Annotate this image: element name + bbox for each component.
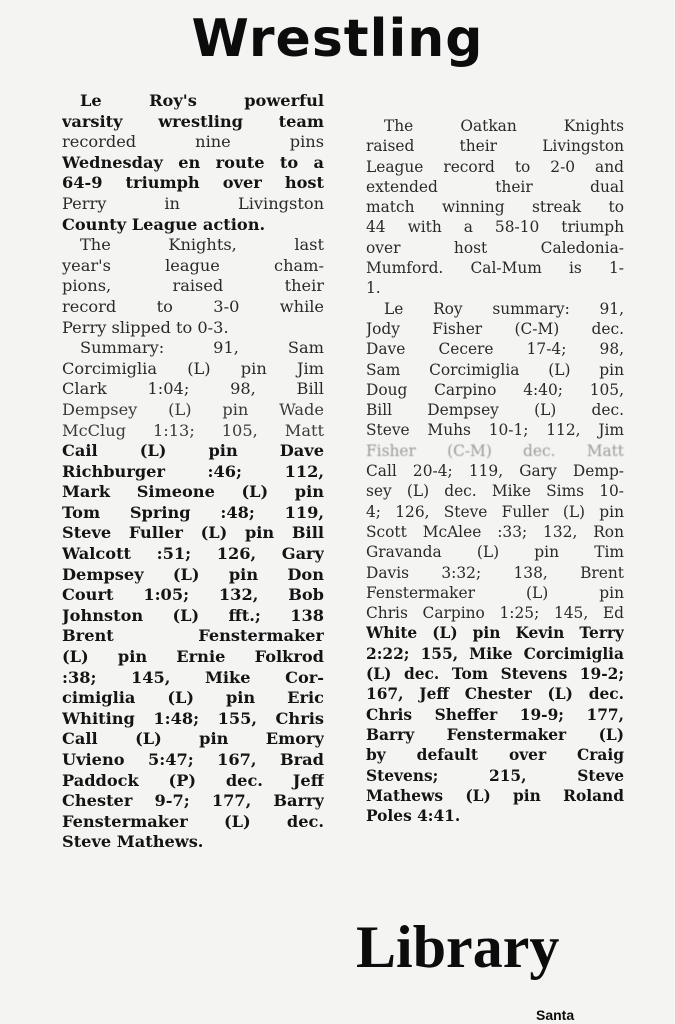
paragraph: [62, 338, 324, 853]
text-line: Fisher (C-M) dec. Matt: [366, 441, 624, 460]
text-line: 64-9 triumph over host: [62, 173, 324, 193]
text-line: :38; 145, Mike Cor-: [62, 667, 324, 687]
text-line: The Knights, last: [80, 235, 324, 255]
text-line: Davis 3:32; 138, Brent: [366, 563, 624, 582]
text-line: Chester 9-7; 177, Barry: [62, 791, 324, 811]
text-line: Court 1:05; 132, Bob: [62, 585, 324, 605]
text-line: Mumford. Cal-Mum is 1-: [366, 259, 624, 278]
text-line: Uvieno 5:47; 167, Brad: [62, 750, 324, 769]
text-line: record to 3-0 while: [62, 296, 324, 316]
text-line: Brent Fenstermaker: [62, 626, 324, 646]
text-line: Perry in Livingston: [62, 193, 324, 213]
text-line: 4; 126, Steve Fuller (L) pin: [366, 502, 624, 521]
text-line: year's league cham-: [62, 255, 324, 275]
text-line: by default over Craig: [366, 746, 624, 765]
text-line: Walcott :51; 126, Gary: [62, 544, 324, 564]
text-line: Stevens; 215, Steve: [366, 766, 624, 785]
text-line: match winning streak to: [366, 198, 624, 217]
text-line: 1.: [366, 279, 381, 298]
text-line: Fenstermaker (L) pin: [366, 583, 624, 602]
paragraph: [62, 235, 324, 338]
text-line: Clark 1:04; 98, Bill: [62, 379, 324, 399]
text-line: recorded nine pins: [62, 132, 324, 152]
text-line: Johnston (L) fft.; 138: [62, 605, 324, 625]
text-line: Call 20-4; 119, Gary Demp-: [366, 462, 624, 481]
text-line: Tom Spring :48; 119,: [62, 502, 324, 522]
text-line: Jody Fisher (C-M) dec.: [366, 319, 624, 338]
text-line: Cail (L) pin Dave: [62, 441, 324, 461]
text-line: pions, raised their: [62, 276, 324, 296]
article-headline: Wrestling: [191, 9, 484, 69]
text-line: Dempsey (L) pin Don: [62, 564, 324, 584]
text-line: County League action.: [62, 214, 266, 234]
text-line: Steve Muhs 10-1; 112, Jim: [366, 421, 624, 440]
text-line: 167, Jeff Chester (L) dec.: [366, 685, 624, 704]
text-line: Chris Carpino 1:25; 145, Ed: [366, 604, 624, 623]
text-line: Mark Simeone (L) pin: [62, 482, 324, 502]
text-line: Barry Fenstermaker (L): [366, 725, 624, 744]
left-column: [62, 91, 324, 853]
text-line: cimiglia (L) pin Eric: [62, 688, 324, 708]
text-line: Wednesday en route to a: [62, 152, 324, 172]
text-line: Whiting 1:48; 155, Chris: [62, 708, 324, 728]
next-article-headline: Library: [356, 914, 560, 980]
paragraph: [366, 116, 624, 299]
text-line: raised their Livingston: [366, 137, 624, 156]
text-line: Call (L) pin Emory: [62, 729, 324, 749]
paragraph: [366, 299, 624, 827]
text-line: Summary: 91, Sam: [80, 338, 324, 358]
text-line: Poles 4:41.: [366, 807, 461, 826]
text-line: Chris Sheffer 19-9; 177,: [366, 705, 624, 724]
next-article-byline: Santa: [536, 1007, 575, 1023]
text-line: Dempsey (L) pin Wade: [62, 399, 324, 419]
text-line: Le Roy summary: 91,: [384, 299, 624, 318]
text-line: Perry slipped to 0-3.: [62, 317, 229, 337]
right-column: [366, 116, 624, 826]
text-line: Sam Corcimiglia (L) pin: [366, 360, 624, 379]
text-line: Bill Dempsey (L) dec.: [366, 401, 624, 420]
text-line: Mathews (L) pin Roland: [366, 786, 624, 805]
text-line: (L) pin Ernie Folkrod: [62, 647, 324, 667]
text-line: McClug 1:13; 105, Matt: [62, 420, 324, 440]
text-line: extended their dual: [366, 177, 624, 196]
text-line: Gravanda (L) pin Tim: [366, 543, 624, 562]
text-line: sey (L) dec. Mike Sims 10-: [366, 482, 624, 501]
text-line: over host Caledonia-: [366, 238, 624, 257]
text-line: varsity wrestling team: [62, 111, 324, 131]
text-line: 44 with a 58-10 triumph: [366, 218, 624, 237]
text-line: The Oatkan Knights: [384, 117, 624, 135]
text-line: White (L) pin Kevin Terry: [366, 624, 624, 643]
text-line: League record to 2-0 and: [366, 157, 624, 176]
text-line: Corcimiglia (L) pin Jim: [62, 358, 324, 378]
text-line: Steve Fuller (L) pin Bill: [62, 523, 324, 543]
text-line: Paddock (P) dec. Jeff: [62, 770, 324, 790]
text-line: Scott McAlee :33; 132, Ron: [366, 522, 624, 541]
paragraph: [62, 91, 324, 235]
text-line: Steve Mathews.: [62, 832, 204, 852]
text-line: Le Roy's powerful: [80, 91, 324, 110]
text-line: Richburger :46; 112,: [62, 461, 324, 481]
text-line: (L) dec. Tom Stevens 19-2;: [366, 665, 624, 684]
text-line: Fenstermaker (L) dec.: [62, 811, 324, 831]
text-line: Dave Cecere 17-4; 98,: [366, 340, 624, 359]
text-line: Doug Carpino 4:40; 105,: [366, 380, 624, 399]
text-line: 2:22; 155, Mike Corcimiglia: [366, 644, 624, 663]
